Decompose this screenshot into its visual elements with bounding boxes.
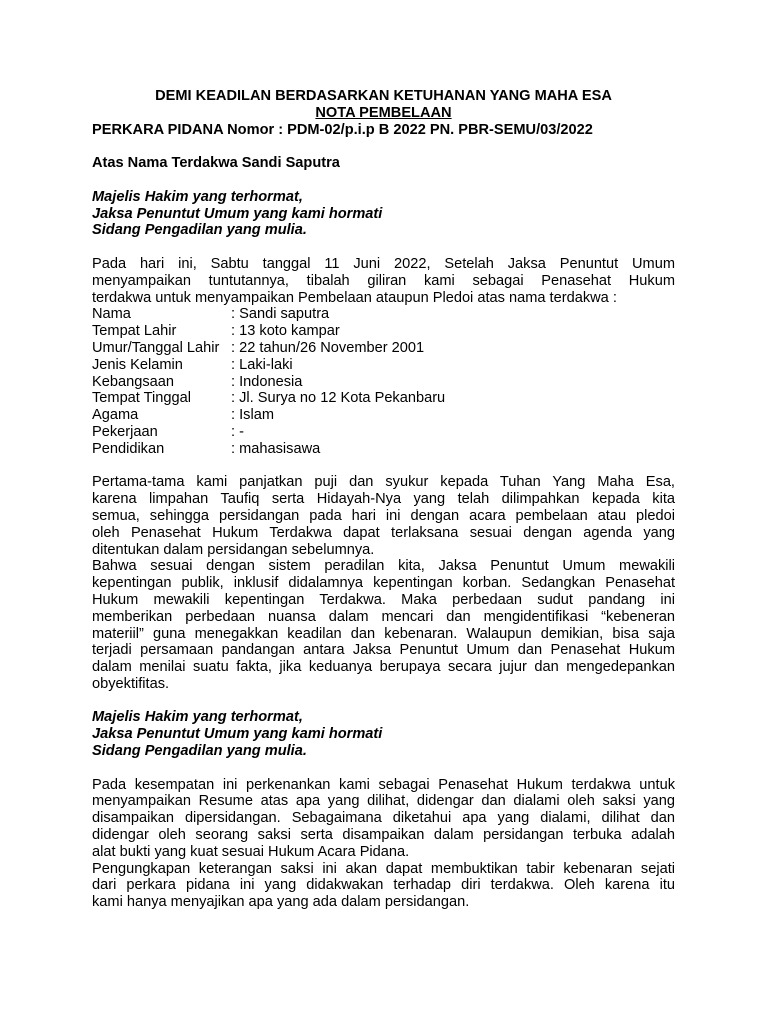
identity-label: Jenis Kelamin [92,356,183,373]
paragraph-line: disampaikan dipersidangan. Sebagaimana diketahui apa yang dialami, dilihat dan [92,810,675,827]
identity-row [92,424,675,441]
identity-value: : Islam [231,407,274,424]
salutation-line: Jaksa Penuntut Umum yang kami hormati [92,726,383,743]
paragraph-line: dari perkara pidana ini yang didakwakan terhadap diri terdakwa. Oleh karena itu [92,877,675,894]
paragraph-line: menyampaikan Resume atas apa yang dilihat, didengar dan dialami oleh saksi yang [92,793,675,810]
paragraph-line: Hukum mewakili kepentingan Terdakwa. Maka perbedaan sudut pandang ini [92,591,675,608]
paragraph-line: Pada kesempatan ini perkenankan kami sebagai Penasehat Hukum terdakwa untuk [92,776,675,793]
paragraph-line: Pertama-tama kami panjatkan puji dan syukur kepada Tuhan Yang Maha Esa, [92,474,675,491]
identity-value: : - [231,423,244,440]
paragraph-line: oleh Penasehat Hukum Terdakwa dapat terlaksana sesuai dengan agenda yang [92,524,675,541]
paragraph-line: didengar oleh seorang saksi serta disampaikan dalam persidangan terbuka adalah [92,827,675,844]
identity-label: Tempat Tinggal [92,390,191,407]
identity-value: : Jl. Surya no 12 Kota Pekanbaru [231,390,446,407]
paragraph-line: karena limpahan Taufiq serta Hidayah-Nya yang telah dilimpahkan kepada kita [92,491,675,508]
identity-label: Kebangsaan [92,373,174,390]
identity-row [92,306,675,323]
paragraph-line: kami hanya menyajikan apa yang ada dalam persidangan. [92,894,470,911]
identity-row [92,357,675,374]
paragraph-line: Pada hari ini, Sabtu tanggal 11 Juni 2022, Setelah Jaksa Penuntut Umum [92,255,675,272]
identity-row [92,441,675,458]
case-number: PERKARA PIDANA Nomor : PDM-02/p.i.p B 2022 PN. PBR-SEMU/03/2022 [92,121,593,138]
identity-label: Pekerjaan [92,423,158,440]
identity-value: : Laki-laki [231,356,293,373]
paragraph-line: terdakwa untuk menyampaikan Pembelaan ataupun Pledoi atas nama terdakwa : [92,289,617,306]
identity-value: : Indonesia [231,373,303,390]
paragraph-line: dalam menilai suatu fakta, jika keduanya berupaya secara jujur dan mengedepankan [92,659,675,676]
identity-row [92,340,675,357]
identity-value: : 13 koto kampar [231,323,340,340]
header-title: DEMI KEADILAN BERDASARKAN KETUHANAN YANG MAHA ESA [155,88,612,104]
paragraph-resume [92,777,675,861]
salutation-line: Sidang Pengadilan yang mulia. [92,743,307,760]
paragraph-line: materiil” guna menegakkan keadilan dan kebenaran. Walaupun demikian, bisa saja [92,625,675,642]
paragraph-justice-system [92,558,675,692]
document-page [92,88,675,911]
paragraph-line: menyampaikan tuntutannya, tibalah giliran kami sebagai Penasehat Hukum [92,272,675,289]
identity-row [92,323,675,340]
paragraph-line: Bahwa sesuai dengan sistem peradilan kita, Jaksa Penuntut Umum mewakili [92,558,675,575]
document-title: NOTA PEMBELAAN [315,104,452,121]
identity-table [92,306,675,457]
paragraph-line: semua, sehingga persidangan pada hari ini dengan acara pembelaan atau pledoi [92,507,675,524]
defendant-heading: Atas Nama Terdakwa Sandi Saputra [92,155,340,172]
paragraph-line: kepentingan publik, inklusif didalamnya kepentingan korban. Sedangkan Penasehat [92,575,675,592]
paragraph-line: Pengungkapan keterangan saksi ini akan dapat membuktikan tabir kebenaran sejati [92,860,675,877]
identity-value: : 22 tahun/26 November 2001 [231,339,425,356]
paragraph-witness [92,861,675,911]
identity-value: : mahasisawa [231,440,321,457]
identity-label: Umur/Tanggal Lahir [92,339,220,356]
identity-label: Tempat Lahir [92,323,177,340]
paragraph-line: terjadi persamaan pandangan antara Jaksa Penuntut Umum dan Penasehat Hukum [92,642,675,659]
salutation-line: Jaksa Penuntut Umum yang kami hormati [92,205,383,222]
identity-label: Agama [92,407,139,424]
paragraph-line: memberikan perbedaan nuansa dalam mencari dan mengidentifikasi “kebeneran [92,608,675,625]
paragraph-line: obyektifitas. [92,675,170,692]
salutation-block-1 [92,189,675,239]
salutation-line: Majelis Hakim yang terhormat, [92,188,303,205]
identity-row [92,374,675,391]
intro-paragraph [92,256,675,306]
identity-label: Pendidikan [92,440,165,457]
salutation-line: Majelis Hakim yang terhormat, [92,709,303,726]
identity-row [92,407,675,424]
identity-value: : Sandi saputra [231,306,330,323]
identity-label: Nama [92,306,131,323]
salutation-block-2 [92,709,675,759]
identity-row [92,390,675,407]
salutation-line: Sidang Pengadilan yang mulia. [92,222,307,239]
paragraph-line: ditentukan dalam persidangan sebelumnya. [92,541,375,558]
paragraph-opening [92,474,675,558]
paragraph-line: alat bukti yang kuat sesuai Hukum Acara Pidana. [92,843,410,860]
